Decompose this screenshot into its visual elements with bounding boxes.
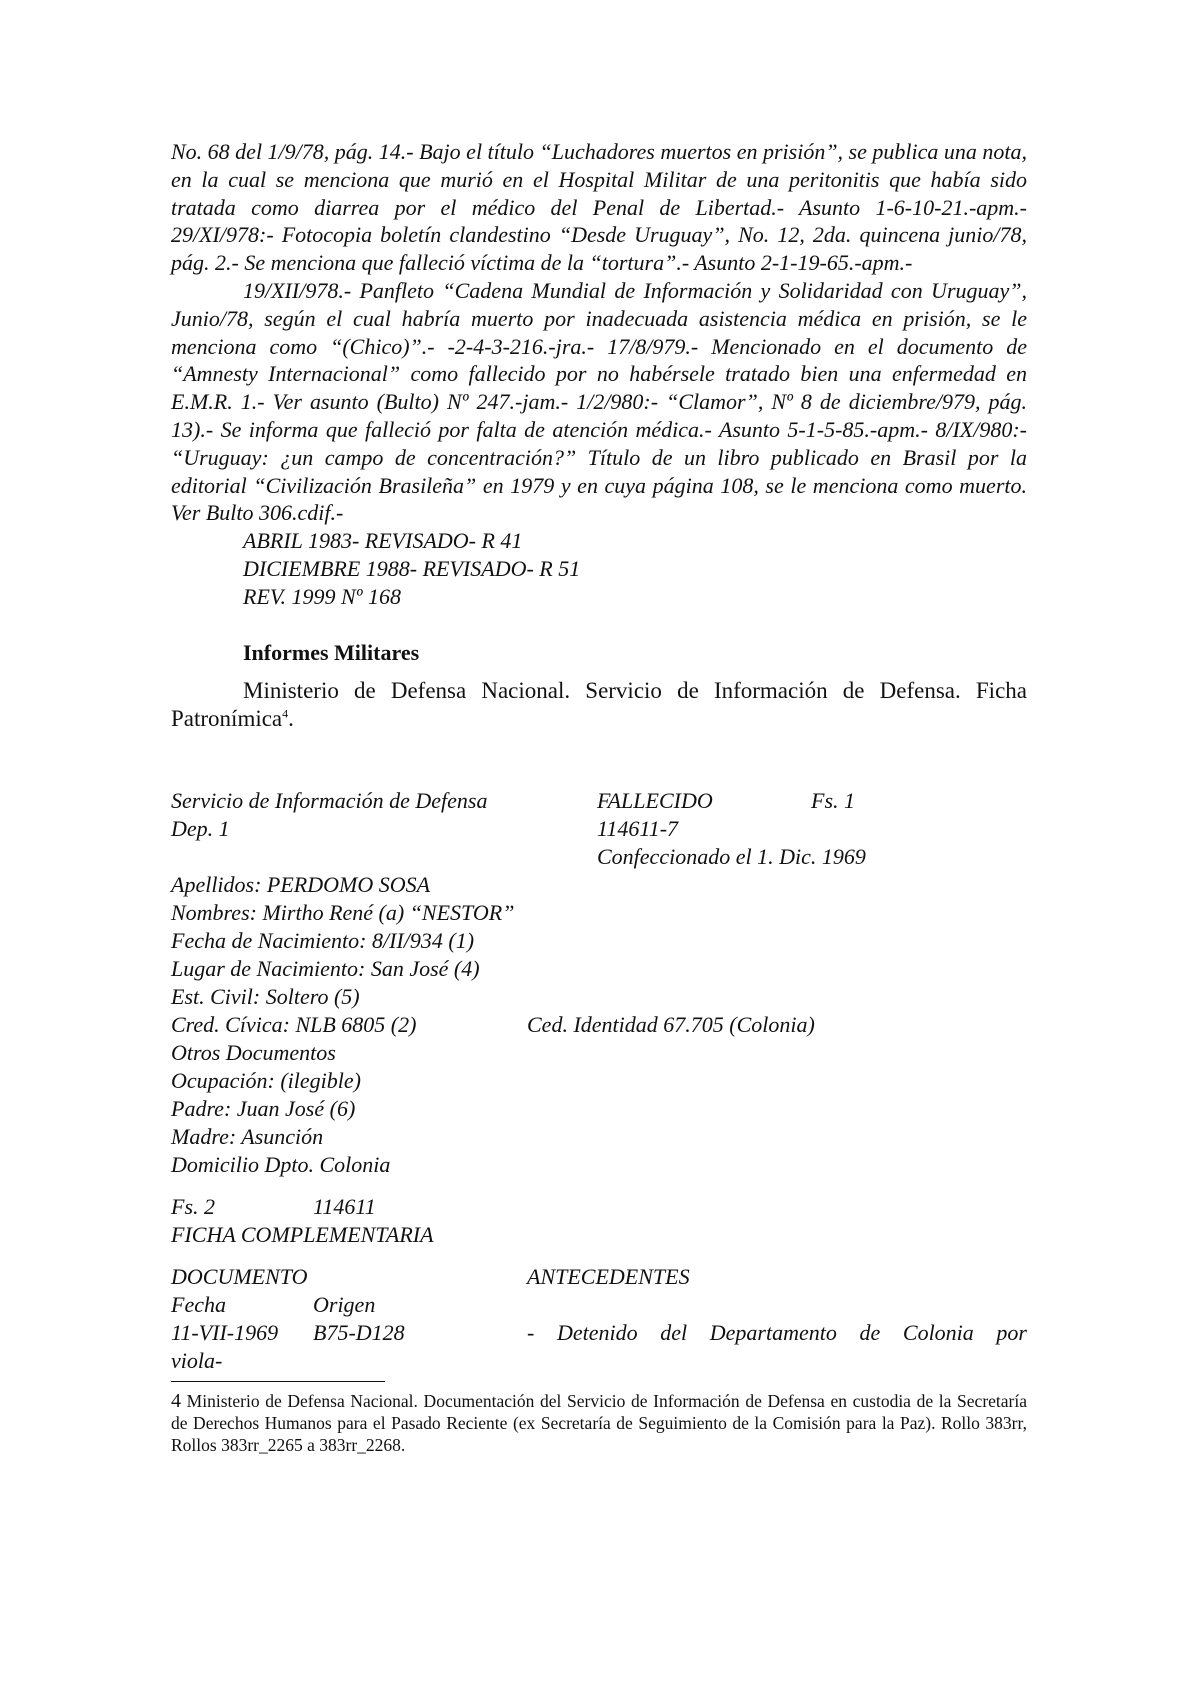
- ficha-patronimica: [171, 787, 1027, 1375]
- ficha-folio-1: Fs. 1: [811, 787, 855, 813]
- paragraph-pamphlet-records: 19/XII/978.- Panfleto “Cadena Mundial de Información y Solidaridad con Uruguay”, Junio/78, según el cual habría muerto por inadecuada asistencia médica en prisión, se le menciona como “(Chico)”.- -2-4-3-216.-jra.- 17/8/979.- Mencionado en el documento de “Amnesty Internacional” como fallecido por no habérsele tratado bien una enfermedad en E.M.R. 1.- Ver asunto (Bulto) Nº 247.-jam.- 1/2/980:- “Clamor”, Nº 8 de diciembre/979, pág. 13).- Se informa que falleció por falta de atención médica.- Asunto 5-1-5-85.-apm.- 8/IX/980:- “Uruguay: ¿un campo de concentración?” Título de un libro publicado en Brasil por la editorial “Civilización Brasileña” en 1979 y en cuya página 108, se le menciona como muerto. Ver Bulto 306.cdif.-: [171, 277, 1027, 526]
- footnote-text: Ministerio de Defensa Nacional. Documentación del Servicio de Información de Defensa en custodia de la Secretaría de Derechos Humanos para el Pasado Reciente (ex Secretaría de Seguimiento de la Comisión para la Paz). Rollo 383rr, Rollos 383rr_2265 a 383rr_2268.: [171, 1390, 1028, 1455]
- ficha-mother: Madre: Asunción: [171, 1123, 324, 1149]
- column-documento: DOCUMENTO: [171, 1263, 308, 1289]
- footnote-number: 4: [171, 1389, 181, 1412]
- column-origen: Origen: [313, 1291, 376, 1317]
- ficha-folio-2: Fs. 2: [171, 1193, 215, 1219]
- ficha-civic-credential: Cred. Cívica: NLB 6805 (2): [171, 1011, 417, 1037]
- ficha-address: Domicilio Dpto. Colonia: [171, 1151, 391, 1177]
- record-continuation: viola-: [171, 1347, 223, 1373]
- body-paragraph: [171, 677, 1027, 733]
- ficha-status: FALLECIDO: [597, 787, 713, 813]
- ficha-surnames: Apellidos: PERDOMO SOSA: [171, 871, 431, 897]
- ficha-marital-status: Est. Civil: Soltero (5): [171, 983, 360, 1009]
- record-date: 11-VII-1969: [171, 1319, 279, 1345]
- record-antecedent: - Detenido del Departamento de Colonia por: [527, 1319, 1027, 1345]
- ficha-service: Servicio de Información de Defensa: [171, 787, 488, 813]
- ficha-birth-place: Lugar de Nacimiento: San José (4): [171, 955, 480, 981]
- ficha-identity-card: Ced. Identidad 67.705 (Colonia): [527, 1011, 815, 1037]
- footnote-separator: [171, 1381, 385, 1382]
- revision-notes: [243, 527, 1027, 610]
- ficha-department: Dep. 1: [171, 815, 230, 841]
- ficha-names: Nombres: Mirtho René (a) “NESTOR”: [171, 899, 515, 925]
- body-text: Ministerio de Defensa Nacional. Servicio de Información de Defensa. Ficha Patronímica: [171, 677, 1027, 731]
- document-page: [171, 138, 1027, 1456]
- column-fecha: Fecha: [171, 1291, 226, 1317]
- ficha-number-2: 114611: [313, 1193, 376, 1219]
- record-origin: B75-D128: [313, 1319, 405, 1345]
- ficha-other-documents: Otros Documentos: [171, 1039, 336, 1065]
- record-row: [171, 1319, 1027, 1347]
- ficha-number: 114611-7: [597, 815, 679, 841]
- revision-note: REV. 1999 Nº 168: [243, 583, 401, 609]
- paragraph-press-records: No. 68 del 1/9/78, pág. 14.- Bajo el título “Luchadores muertos en prisión”, se publica una nota, en la cual se menciona que murió en el Hospital Militar de una peritonitis que había sido tratada como diarrea por el médico del Penal de Libertad.- Asunto 1-6-10-21.-apm.- 29/XI/978:- Fotocopia boletín clandestino “Desde Uruguay”, No. 12, 2da. quincena junio/78, pág. 2.- Se menciona que falleció víctima de la “tortura”.- Asunto 2-1-19-65.-apm.-: [171, 139, 1027, 276]
- column-antecedentes: ANTECEDENTES: [527, 1263, 690, 1289]
- footnote-reference: 4: [282, 705, 289, 720]
- ficha-occupation: Ocupación: (ilegible): [171, 1067, 361, 1093]
- section-heading: Informes Militares: [243, 639, 420, 665]
- revision-note: ABRIL 1983- REVISADO- R 41: [243, 528, 523, 554]
- ficha-made-date: Confeccionado el 1. Dic. 1969: [597, 843, 866, 869]
- ficha-birth-date: Fecha de Nacimiento: 8/II/934 (1): [171, 927, 475, 953]
- footnote: [171, 1390, 1027, 1456]
- body-text-end: .: [288, 705, 294, 731]
- revision-note: DICIEMBRE 1988- REVISADO- R 51: [243, 555, 581, 581]
- ficha-father: Padre: Juan José (6): [171, 1095, 356, 1121]
- ficha-complementaria-title: FICHA COMPLEMENTARIA: [171, 1221, 434, 1247]
